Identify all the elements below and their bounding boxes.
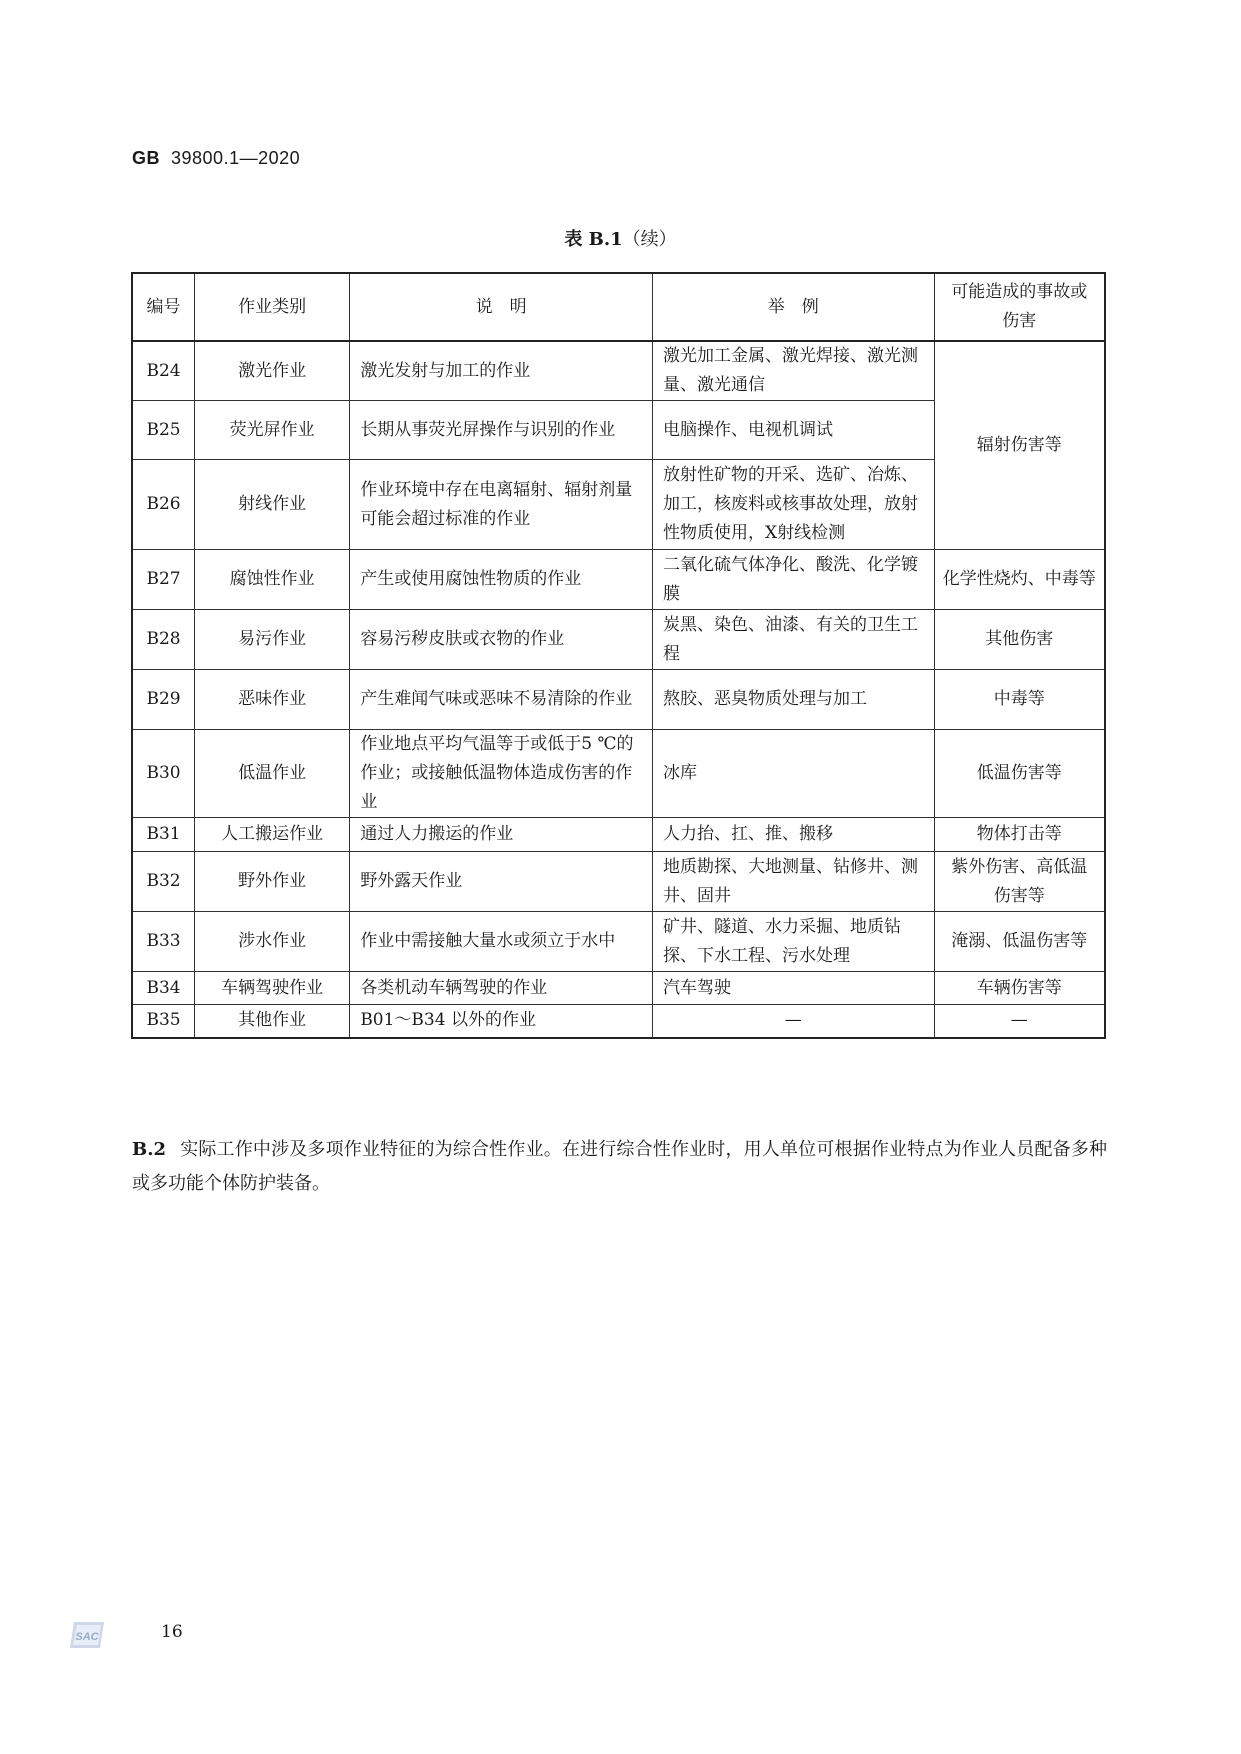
standard-code: 39800.1—2020 bbox=[171, 148, 301, 168]
row-harm-merged: 辐射伤害等 bbox=[934, 341, 1105, 550]
table-row bbox=[132, 852, 1105, 912]
row-harm: 化学性烧灼、中毒等 bbox=[934, 550, 1105, 610]
sac-logo-icon bbox=[68, 1620, 106, 1650]
row-code: B29 bbox=[132, 670, 195, 730]
row-description: 各类机动车辆驾驶的作业 bbox=[350, 972, 653, 1005]
section-text: 实际工作中涉及多项作业特征的为综合性作业。在进行综合性作业时，用人单位可根据作业特点为作业人员配备多种或多功能个体防护装备。 bbox=[132, 1139, 1107, 1194]
row-category: 其他作业 bbox=[195, 1005, 350, 1038]
row-example: 熬胶、恶臭物质处理与加工 bbox=[653, 670, 935, 730]
table-row bbox=[132, 670, 1105, 730]
row-code: B24 bbox=[132, 341, 195, 401]
row-example: 矿井、隧道、水力采掘、地质钻探、下水工程、污水处理 bbox=[653, 912, 935, 972]
row-category: 射线作业 bbox=[195, 460, 350, 550]
row-description: 长期从事荧光屏操作与识别的作业 bbox=[350, 401, 653, 460]
row-code: B34 bbox=[132, 972, 195, 1005]
table-row bbox=[132, 610, 1105, 670]
job-category-table bbox=[131, 272, 1106, 1039]
row-harm: 低温伤害等 bbox=[934, 730, 1105, 818]
table-row bbox=[132, 341, 1105, 401]
sac-logo-text: SAC bbox=[75, 1631, 99, 1643]
standard-prefix: GB bbox=[132, 148, 160, 168]
page-number: 16 bbox=[161, 1622, 183, 1642]
col-header-category: 作业类别 bbox=[195, 273, 350, 341]
section-b2-paragraph bbox=[132, 1133, 1107, 1201]
table-row bbox=[132, 550, 1105, 610]
table-row bbox=[132, 1005, 1105, 1038]
row-category: 涉水作业 bbox=[195, 912, 350, 972]
row-description: 容易污秽皮肤或衣物的作业 bbox=[350, 610, 653, 670]
table-title-suffix: （续） bbox=[622, 229, 677, 250]
row-category: 易污作业 bbox=[195, 610, 350, 670]
row-category: 腐蚀性作业 bbox=[195, 550, 350, 610]
col-header-code: 编号 bbox=[132, 273, 195, 341]
row-category: 低温作业 bbox=[195, 730, 350, 818]
row-description: 作业地点平均气温等于或低于5 ℃的作业；或接触低温物体造成伤害的作业 bbox=[350, 730, 653, 818]
col-header-example: 举 例 bbox=[653, 273, 935, 341]
row-example: 激光加工金属、激光焊接、激光测量、激光通信 bbox=[653, 341, 935, 401]
row-harm: 车辆伤害等 bbox=[934, 972, 1105, 1005]
row-description: 作业环境中存在电离辐射、辐射剂量可能会超过标准的作业 bbox=[350, 460, 653, 550]
row-code: B30 bbox=[132, 730, 195, 818]
col-header-harm: 可能造成的事故或伤害 bbox=[934, 273, 1105, 341]
row-example: — bbox=[653, 1005, 935, 1038]
row-description: B01～B34 以外的作业 bbox=[350, 1005, 653, 1038]
row-example: 冰库 bbox=[653, 730, 935, 818]
row-code: B27 bbox=[132, 550, 195, 610]
table-header-row bbox=[132, 273, 1105, 341]
row-example: 汽车驾驶 bbox=[653, 972, 935, 1005]
row-category: 激光作业 bbox=[195, 341, 350, 401]
row-category: 荧光屏作业 bbox=[195, 401, 350, 460]
row-description: 产生或使用腐蚀性物质的作业 bbox=[350, 550, 653, 610]
row-category: 车辆驾驶作业 bbox=[195, 972, 350, 1005]
row-example: 电脑操作、电视机调试 bbox=[653, 401, 935, 460]
row-example: 地质勘探、大地测量、钻修井、测井、固井 bbox=[653, 852, 935, 912]
row-description: 产生难闻气味或恶味不易清除的作业 bbox=[350, 670, 653, 730]
table-row bbox=[132, 972, 1105, 1005]
row-category: 恶味作业 bbox=[195, 670, 350, 730]
row-description: 通过人力搬运的作业 bbox=[350, 818, 653, 852]
row-description: 野外露天作业 bbox=[350, 852, 653, 912]
table-title-label: 表 B.1 bbox=[564, 229, 623, 250]
row-code: B32 bbox=[132, 852, 195, 912]
row-example: 二氧化硫气体净化、酸洗、化学镀膜 bbox=[653, 550, 935, 610]
row-example: 放射性矿物的开采、选矿、冶炼、加工，核废料或核事故处理，放射性物质使用，X射线检测 bbox=[653, 460, 935, 550]
table-row bbox=[132, 818, 1105, 852]
section-number: B.2 bbox=[132, 1139, 167, 1160]
row-code: B35 bbox=[132, 1005, 195, 1038]
table-row bbox=[132, 730, 1105, 818]
row-code: B28 bbox=[132, 610, 195, 670]
row-harm: 紫外伤害、高低温伤害等 bbox=[934, 852, 1105, 912]
row-harm: 其他伤害 bbox=[934, 610, 1105, 670]
row-example: 人力抬、扛、推、搬移 bbox=[653, 818, 935, 852]
row-code: B26 bbox=[132, 460, 195, 550]
row-description: 激光发射与加工的作业 bbox=[350, 341, 653, 401]
sac-logo bbox=[68, 1620, 106, 1650]
table-title bbox=[0, 225, 1241, 251]
row-category: 人工搬运作业 bbox=[195, 818, 350, 852]
table-row bbox=[132, 912, 1105, 972]
row-description: 作业中需接触大量水或须立于水中 bbox=[350, 912, 653, 972]
row-harm: 淹溺、低温伤害等 bbox=[934, 912, 1105, 972]
row-example: 炭黑、染色、油漆、有关的卫生工程 bbox=[653, 610, 935, 670]
row-harm: 中毒等 bbox=[934, 670, 1105, 730]
standard-number bbox=[132, 148, 300, 169]
row-harm: — bbox=[934, 1005, 1105, 1038]
row-category: 野外作业 bbox=[195, 852, 350, 912]
col-header-description: 说 明 bbox=[350, 273, 653, 341]
row-code: B33 bbox=[132, 912, 195, 972]
row-harm: 物体打击等 bbox=[934, 818, 1105, 852]
row-code: B31 bbox=[132, 818, 195, 852]
row-code: B25 bbox=[132, 401, 195, 460]
